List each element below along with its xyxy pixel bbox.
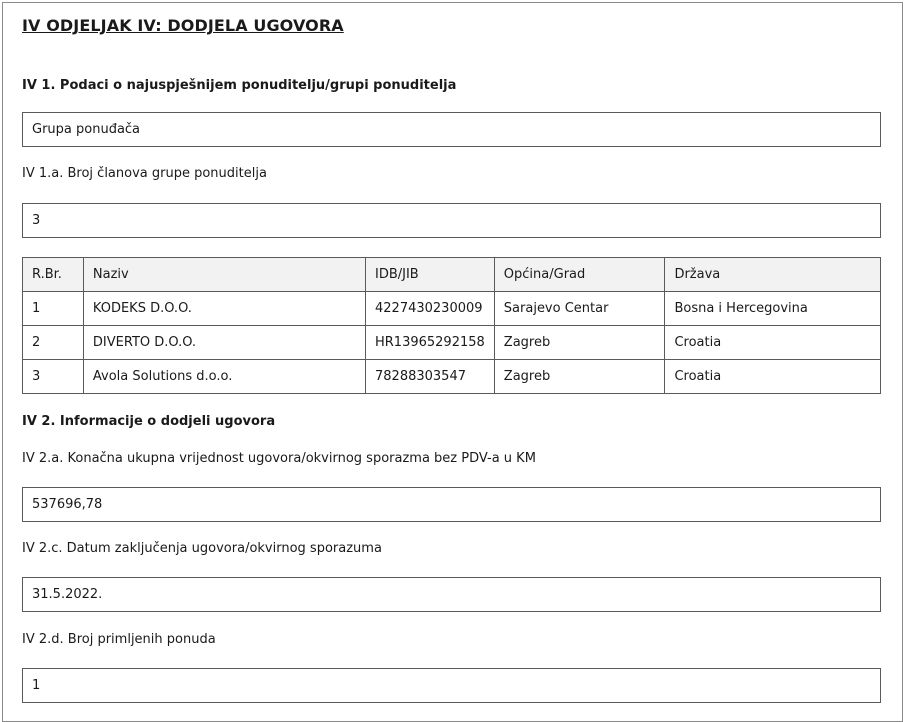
header-drzava: Država <box>665 258 881 292</box>
cell-idb-jib: 78288303547 <box>366 360 495 394</box>
cell-opcina-grad: Sarajevo Centar <box>494 292 665 326</box>
members-table <box>22 257 881 394</box>
cell-naziv: DIVERTO D.O.O. <box>83 326 365 360</box>
cell-drzava: Bosna i Hercegovina <box>665 292 881 326</box>
cell-drzava: Croatia <box>665 326 881 360</box>
header-idb-jib: IDB/JIB <box>366 258 495 292</box>
table-row <box>23 326 881 360</box>
bidder-type-field: Grupa ponuđača <box>22 112 881 147</box>
header-naziv: Naziv <box>83 258 365 292</box>
header-rbr: R.Br. <box>23 258 84 292</box>
contract-value-field: 537696,78 <box>22 487 881 522</box>
cell-rbr: 3 <box>23 360 84 394</box>
cell-naziv: KODEKS D.O.O. <box>83 292 365 326</box>
contract-date-field: 31.5.2022. <box>22 577 881 612</box>
table-header-row <box>23 258 881 292</box>
members-count-field: 3 <box>22 203 881 238</box>
table-row <box>23 292 881 326</box>
members-count-label: IV 1.a. Broj članova grupe ponuditelja <box>22 166 267 181</box>
offers-count-field: 1 <box>22 668 881 703</box>
cell-rbr: 2 <box>23 326 84 360</box>
table-row <box>23 360 881 394</box>
offers-count-label: IV 2.d. Broj primljenih ponuda <box>22 632 216 647</box>
contract-date-label: IV 2.c. Datum zaključenja ugovora/okvirnog sporazuma <box>22 541 382 556</box>
header-opcina-grad: Općina/Grad <box>494 258 665 292</box>
cell-naziv: Avola Solutions d.o.o. <box>83 360 365 394</box>
cell-opcina-grad: Zagreb <box>494 360 665 394</box>
iv1-heading: IV 1. Podaci o najuspješnijem ponuditelju/grupi ponuditelja <box>22 78 457 93</box>
contract-value-label: IV 2.a. Konačna ukupna vrijednost ugovora/okvirnog sporazma bez PDV-a u KM <box>22 451 536 466</box>
document-page <box>2 2 903 722</box>
cell-opcina-grad: Zagreb <box>494 326 665 360</box>
section-title: IV ODJELJAK IV: DODJELA UGOVORA <box>22 16 344 35</box>
iv2-heading: IV 2. Informacije o dodjeli ugovora <box>22 414 276 429</box>
cell-rbr: 1 <box>23 292 84 326</box>
cell-drzava: Croatia <box>665 360 881 394</box>
cell-idb-jib: HR13965292158 <box>366 326 495 360</box>
cell-idb-jib: 4227430230009 <box>366 292 495 326</box>
